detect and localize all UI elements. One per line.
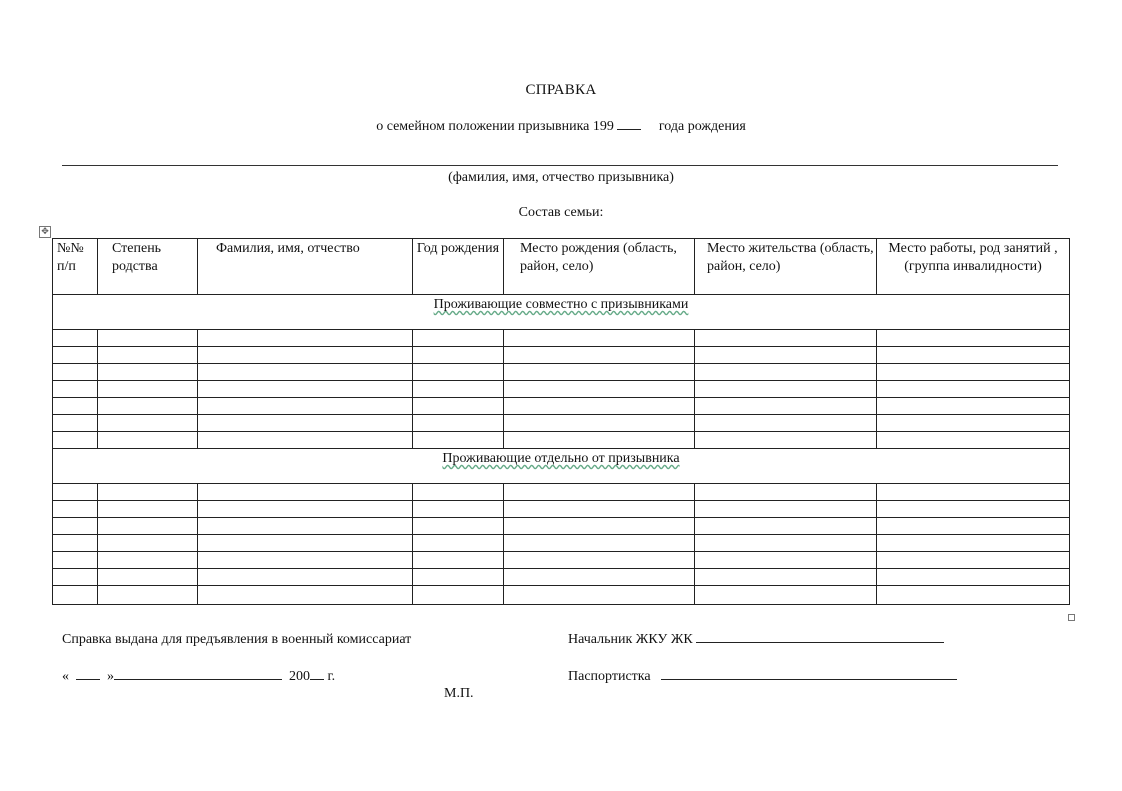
header-residence-text: Место жительства (область, район, село)	[707, 241, 874, 274]
section-title-separate: Проживающие отдельно от призывника	[442, 451, 680, 466]
table-cell[interactable]	[98, 330, 198, 347]
table-cell[interactable]	[98, 381, 198, 398]
table-cell[interactable]	[198, 586, 413, 605]
table-cell[interactable]	[877, 484, 1070, 501]
table-cell[interactable]	[53, 432, 98, 449]
header-relation	[98, 239, 198, 295]
table-cell[interactable]	[98, 432, 198, 449]
table-row	[53, 330, 1070, 347]
header-relation-text: Степень родства	[112, 241, 162, 274]
fio-caption: (фамилия, имя, отчество призывника)	[448, 170, 674, 185]
family-table	[52, 238, 1070, 605]
table-cell[interactable]	[695, 415, 877, 432]
table-cell[interactable]	[98, 535, 198, 552]
header-birthplace	[504, 239, 695, 295]
table-cell[interactable]	[413, 432, 504, 449]
table-cell[interactable]	[198, 552, 413, 569]
table-cell[interactable]	[53, 381, 98, 398]
section-cell[interactable]	[53, 295, 1070, 330]
table-cell[interactable]	[695, 432, 877, 449]
table-cell[interactable]	[53, 501, 98, 518]
table-resize-handle-icon[interactable]	[1068, 614, 1075, 621]
table-cell[interactable]	[877, 398, 1070, 415]
table-cell[interactable]	[695, 518, 877, 535]
header-fullname	[198, 239, 413, 295]
table-cell[interactable]	[413, 398, 504, 415]
table-cell[interactable]	[53, 364, 98, 381]
table-cell[interactable]	[695, 535, 877, 552]
table-cell[interactable]	[98, 415, 198, 432]
table-cell[interactable]	[98, 552, 198, 569]
family-caption: Состав семьи:	[518, 205, 604, 220]
table-cell[interactable]	[504, 398, 695, 415]
chief-signature-blank	[696, 630, 944, 643]
table-cell[interactable]	[53, 586, 98, 605]
table-cell[interactable]	[877, 381, 1070, 398]
table-cell[interactable]	[198, 484, 413, 501]
header-birthplace-text: Место рождения (область, район, село)	[520, 241, 677, 274]
table-cell[interactable]	[695, 586, 877, 605]
table-cell[interactable]	[695, 552, 877, 569]
chief-signature-line	[568, 630, 944, 648]
table-cell[interactable]	[695, 484, 877, 501]
subtitle-prefix: о семейном положении призывника 199	[376, 119, 614, 134]
table-cell[interactable]	[98, 586, 198, 605]
section-cell[interactable]	[53, 449, 1070, 484]
table-row	[53, 569, 1070, 586]
table-cell[interactable]	[695, 347, 877, 364]
table-cell[interactable]	[695, 501, 877, 518]
table-cell[interactable]	[877, 586, 1070, 605]
table-cell[interactable]	[198, 347, 413, 364]
table-cell[interactable]	[198, 415, 413, 432]
table-cell[interactable]	[198, 432, 413, 449]
table-cell[interactable]	[877, 415, 1070, 432]
document-title: СПРАВКА	[525, 82, 597, 98]
table-cell[interactable]	[413, 330, 504, 347]
table-cell[interactable]	[413, 415, 504, 432]
table-cell[interactable]	[53, 484, 98, 501]
table-cell[interactable]	[877, 569, 1070, 586]
table-cell[interactable]	[198, 330, 413, 347]
table-cell[interactable]	[504, 330, 695, 347]
table-cell[interactable]	[413, 518, 504, 535]
section-row-separate	[53, 449, 1070, 484]
header-birth-year	[413, 239, 504, 295]
table-cell[interactable]	[695, 330, 877, 347]
table-cell[interactable]	[98, 398, 198, 415]
table-cell[interactable]	[98, 364, 198, 381]
table-cell[interactable]	[413, 586, 504, 605]
table-row	[53, 432, 1070, 449]
table-cell[interactable]	[198, 569, 413, 586]
table-cell[interactable]	[695, 398, 877, 415]
table-cell[interactable]	[198, 398, 413, 415]
table-cell[interactable]	[413, 552, 504, 569]
table-cell[interactable]	[198, 364, 413, 381]
table-cell[interactable]	[98, 501, 198, 518]
issued-text: Справка выдана для предъявления в военный комиссариат	[62, 632, 412, 647]
chief-label: Начальник ЖКУ ЖК	[568, 632, 693, 647]
table-cell[interactable]	[877, 552, 1070, 569]
table-cell[interactable]	[53, 535, 98, 552]
document-subtitle	[0, 117, 1122, 135]
subtitle-suffix: года рождения	[658, 119, 746, 134]
table-cell[interactable]	[877, 347, 1070, 364]
table-row	[53, 518, 1070, 535]
table-move-handle-icon[interactable]: ✥	[39, 226, 51, 238]
table-header-row	[53, 239, 1070, 295]
header-number	[53, 239, 98, 295]
year-blank	[310, 667, 324, 680]
table-cell[interactable]	[413, 364, 504, 381]
table-row	[53, 364, 1070, 381]
table-cell[interactable]	[53, 518, 98, 535]
table-row	[53, 398, 1070, 415]
header-residence	[695, 239, 877, 295]
table-cell[interactable]	[877, 501, 1070, 518]
table-cell[interactable]	[98, 569, 198, 586]
table-cell[interactable]	[53, 569, 98, 586]
table-cell[interactable]	[504, 415, 695, 432]
table-row	[53, 586, 1070, 605]
table-cell[interactable]	[877, 364, 1070, 381]
date-open-quote: «	[62, 669, 69, 684]
table-cell[interactable]	[413, 501, 504, 518]
table-cell[interactable]	[695, 364, 877, 381]
table-cell[interactable]	[98, 484, 198, 501]
table-cell[interactable]	[413, 484, 504, 501]
table-cell[interactable]	[413, 381, 504, 398]
section-row-together	[53, 295, 1070, 330]
table-cell[interactable]	[504, 432, 695, 449]
table-row	[53, 347, 1070, 364]
year-suffix: г.	[327, 669, 336, 684]
table-row	[53, 501, 1070, 518]
passport-label: Паспортистка	[568, 669, 651, 684]
day-blank	[76, 667, 100, 680]
table-cell[interactable]	[53, 415, 98, 432]
table-cell[interactable]	[695, 569, 877, 586]
date-close-quote: »	[107, 669, 114, 684]
passport-signature-blank	[661, 667, 957, 680]
table-cell[interactable]	[877, 535, 1070, 552]
table-cell[interactable]	[53, 552, 98, 569]
section-title-together: Проживающие совместно с призывниками	[433, 297, 689, 312]
header-fullname-text: Фамилия, имя, отчество	[216, 241, 360, 256]
header-number-text: №№ п/п	[57, 241, 84, 274]
table-cell[interactable]	[504, 569, 695, 586]
table-cell[interactable]	[413, 535, 504, 552]
table-cell[interactable]	[504, 364, 695, 381]
year-prefix: 200	[289, 669, 310, 684]
table-cell[interactable]	[53, 398, 98, 415]
header-workplace-text: Место работы, род занятий , (группа инвалидности)	[888, 241, 1058, 274]
table-cell[interactable]	[504, 586, 695, 605]
table-cell[interactable]	[53, 347, 98, 364]
table-cell[interactable]	[504, 381, 695, 398]
issue-date-line	[62, 667, 335, 685]
seal-place: М.П.	[444, 686, 474, 701]
header-workplace	[877, 239, 1070, 295]
table-cell[interactable]	[504, 552, 695, 569]
table-cell[interactable]	[695, 381, 877, 398]
table-cell[interactable]	[98, 347, 198, 364]
table-cell[interactable]	[198, 381, 413, 398]
table-cell[interactable]	[877, 330, 1070, 347]
table-row	[53, 484, 1070, 501]
table-cell[interactable]	[413, 569, 504, 586]
table-cell[interactable]	[877, 518, 1070, 535]
table-cell[interactable]	[198, 535, 413, 552]
table-cell[interactable]	[504, 347, 695, 364]
table-cell[interactable]	[504, 484, 695, 501]
table-row	[53, 381, 1070, 398]
table-cell[interactable]	[53, 330, 98, 347]
table-cell[interactable]	[198, 518, 413, 535]
table-row	[53, 415, 1070, 432]
table-row	[53, 535, 1070, 552]
passport-officer-signature-line	[568, 667, 957, 685]
table-cell[interactable]	[504, 501, 695, 518]
birth-year-blank	[617, 117, 641, 130]
table-cell[interactable]	[198, 501, 413, 518]
fio-underline	[62, 165, 1058, 166]
table-cell[interactable]	[504, 535, 695, 552]
table-cell[interactable]	[504, 518, 695, 535]
month-blank	[114, 667, 282, 680]
header-birth-year-text: Год рождения	[416, 241, 500, 256]
table-row	[53, 552, 1070, 569]
table-cell[interactable]	[98, 518, 198, 535]
table-cell[interactable]	[413, 347, 504, 364]
table-cell[interactable]	[877, 432, 1070, 449]
